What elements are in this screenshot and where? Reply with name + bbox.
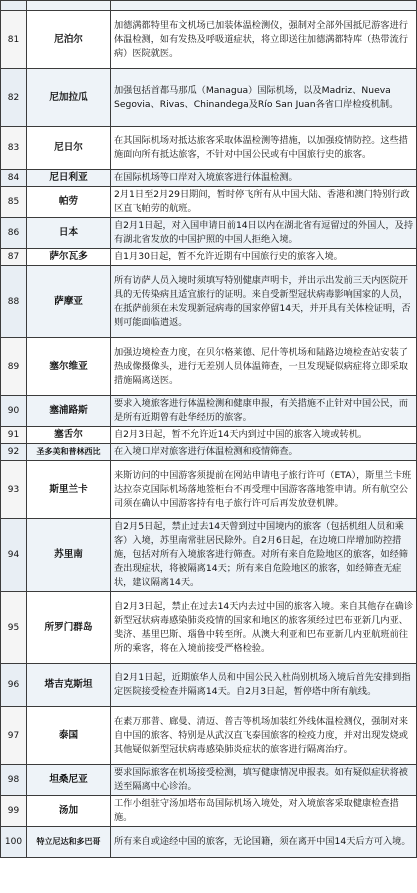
table-row xyxy=(1,592,417,664)
row-number: 91 xyxy=(1,427,27,444)
table-row xyxy=(1,796,417,827)
measure-description: 自2月3日起，禁止在过去14天内去过中国的旅客入境。来自其他存在确诊新型冠状病毒感染肺炎疫情的国家和地区的旅客须经过巴布亚新几内亚、斐济、基里巴斯、瑙鲁中转至所。从澳大利亚和巴布亚新几内亚航班前往所的乘客，将在入境前接受严格检验。 xyxy=(111,592,417,664)
table-row xyxy=(1,707,417,765)
row-number: 94 xyxy=(1,519,27,592)
table-row xyxy=(1,11,417,69)
table-row xyxy=(1,765,417,796)
measure-description: 加强边境检查力度，在贝尔格莱德、尼什等机场和陆路边境检查站安装了热成像摄像头，进行无差别人员体温筛查，一旦发现疑似病症将立即采取措施隔离送医。 xyxy=(111,338,417,396)
country-name: 萨摩亚 xyxy=(27,266,111,338)
measure-description: 自2月3日起，暂不允许近14天内到过中国的旅客入境或转机。 xyxy=(111,427,417,444)
row-number: 84 xyxy=(1,170,27,187)
table-row xyxy=(1,249,417,266)
row-number: 86 xyxy=(1,218,27,249)
country-name xyxy=(27,1,111,11)
table-row xyxy=(1,69,417,127)
table-row xyxy=(1,427,417,444)
country-name: 汤加 xyxy=(27,796,111,827)
country-name: 圣多美和普林西比 xyxy=(27,444,111,461)
table-row xyxy=(1,338,417,396)
row-number: 85 xyxy=(1,187,27,218)
table-row xyxy=(1,396,417,427)
country-name: 萨尔瓦多 xyxy=(27,249,111,266)
country-name: 尼加拉瓜 xyxy=(27,69,111,127)
country-name: 日本 xyxy=(27,218,111,249)
measure-description: 2月1日至2月29日期间，暂时停飞所有从中国大陆、香港和澳门特别行政区直飞帕劳的航班。 xyxy=(111,187,417,218)
table-row xyxy=(1,266,417,338)
measure-description: 加德满都特里布文机场已加装体温检测仪，强制对全部外国抵尼游客进行体温检测，如有发热及呼吸道症状，将立即送往加德满都特库（热带流行病）医院就医。 xyxy=(111,11,417,69)
table-row xyxy=(1,444,417,461)
country-name: 泰国 xyxy=(27,707,111,765)
row-number: 88 xyxy=(1,266,27,338)
row-number: 90 xyxy=(1,396,27,427)
measure-description: 来斯访问的中国游客须提前在网站申请电子旅行许可（ETA），斯里兰卡班达拉奈克国际机场落地签柜台不再受理中国游客落地签申请。所有航空公司须在确认中国游客持有电子旅行许可后再发放登机牌。 xyxy=(111,461,417,519)
table-row xyxy=(1,519,417,592)
row-number xyxy=(1,1,27,11)
country-name: 所罗门群岛 xyxy=(27,592,111,664)
table-body xyxy=(1,1,417,858)
country-name: 塞舌尔 xyxy=(27,427,111,444)
measure-description xyxy=(111,1,417,11)
measure-description: 要求国际旅客在机场接受检测，填写健康情况申报表。如有疑似症状将被送至隔离中心诊治。 xyxy=(111,765,417,796)
row-number: 81 xyxy=(1,11,27,69)
row-number: 82 xyxy=(1,69,27,127)
row-number: 97 xyxy=(1,707,27,765)
row-number: 83 xyxy=(1,127,27,170)
measure-description: 所有访萨人员入境时须填写特别健康声明卡，并出示出发前三天内医院开具的无传染病且适宜旅行的证明。来自受新型冠状病毒影响国家的人员，在抵萨前须在未发现新冠病毒的国家停留14天，并开具有关体检证明，否则可能面临遣返。 xyxy=(111,266,417,338)
table-row xyxy=(1,1,417,11)
measure-description: 自2月5日起，禁止过去14天曾到过中国境内的旅客（包括机组人员和乘客）入境，苏里南常驻居民除外。自2月6日起，在边境口岸增加防控措施，包括对所有入境旅客进行筛查。对所有来自危险地区的旅客，如经筛查出现症状，将被隔离14天；所有来自危险地区的旅客，如经筛查无症状，建议隔离14天。 xyxy=(111,519,417,592)
row-number: 96 xyxy=(1,664,27,707)
country-name: 塔吉克斯坦 xyxy=(27,664,111,707)
country-name: 尼泊尔 xyxy=(27,11,111,69)
row-number: 95 xyxy=(1,592,27,664)
table-row xyxy=(1,461,417,519)
country-name: 尼日尔 xyxy=(27,127,111,170)
row-number: 87 xyxy=(1,249,27,266)
measure-description: 自2月1日起，近期旅华人员和中国公民入杜尚别机场入境后首先安排到指定医院接受检查并隔离14天。自2月3日起，暂停塔中所有航线。 xyxy=(111,664,417,707)
country-name: 尼日利亚 xyxy=(27,170,111,187)
table-row xyxy=(1,170,417,187)
country-name: 塞尔维亚 xyxy=(27,338,111,396)
row-number: 89 xyxy=(1,338,27,396)
row-number: 92 xyxy=(1,444,27,461)
country-name: 斯里兰卡 xyxy=(27,461,111,519)
measure-description: 自2月1日起，对入国申请日前14日以内在湖北省有逗留过的外国人，及持有湖北省发放的中国护照的中国人拒绝入境。 xyxy=(111,218,417,249)
country-name: 苏里南 xyxy=(27,519,111,592)
table-row xyxy=(1,664,417,707)
row-number: 100 xyxy=(1,827,27,858)
country-name: 塞浦路斯 xyxy=(27,396,111,427)
measure-description: 在国际机场等口岸对入境旅客进行体温检测。 xyxy=(111,170,417,187)
measure-description: 要求入境旅客进行体温检测和健康申报，有关措施不止针对中国公民，而是所有近期曾有赴华经历的旅客。 xyxy=(111,396,417,427)
measure-description: 在素万那普、廊曼、清迈、普吉等机场加装红外线体温检测仪，强制对来自中国的旅客、特别是从武汉直飞泰国旅客的检疫力度，并对出现发烧或其他疑似新型冠状病毒感染肺炎症状的旅客进行隔离治疗。 xyxy=(111,707,417,765)
measure-description: 加强包括首都马那瓜（Managua）国际机场，以及Madriz、Nueva Segovia、Rivas、Chinandega及Río San Juan各省口岸检疫机制。 xyxy=(111,69,417,127)
table-row xyxy=(1,827,417,858)
row-number: 98 xyxy=(1,765,27,796)
row-number: 99 xyxy=(1,796,27,827)
table-row xyxy=(1,218,417,249)
measure-description: 在入境口岸对旅客进行体温检测和疫情筛查。 xyxy=(111,444,417,461)
measure-description: 所有来自或途经中国的旅客，无论国籍，须在离开中国14天后方可入境。 xyxy=(111,827,417,858)
country-name: 特立尼达和多巴哥 xyxy=(27,827,111,858)
measure-description: 工作小组驻守汤加塔布岛国际机场入境处，对入境旅客采取健康检查措施。 xyxy=(111,796,417,827)
country-name: 坦桑尼亚 xyxy=(27,765,111,796)
table-row xyxy=(1,187,417,218)
row-number: 93 xyxy=(1,461,27,519)
measure-description: 自1月30日起，暂不允许近期有中国旅行史的旅客入境。 xyxy=(111,249,417,266)
measure-description: 在其国际机场对抵达旅客采取体温检测等措施，以加强疫情防控。这些措施面向所有抵达旅客，不针对中国公民或有中国旅行史的旅客。 xyxy=(111,127,417,170)
country-name: 帕劳 xyxy=(27,187,111,218)
table-row xyxy=(1,127,417,170)
